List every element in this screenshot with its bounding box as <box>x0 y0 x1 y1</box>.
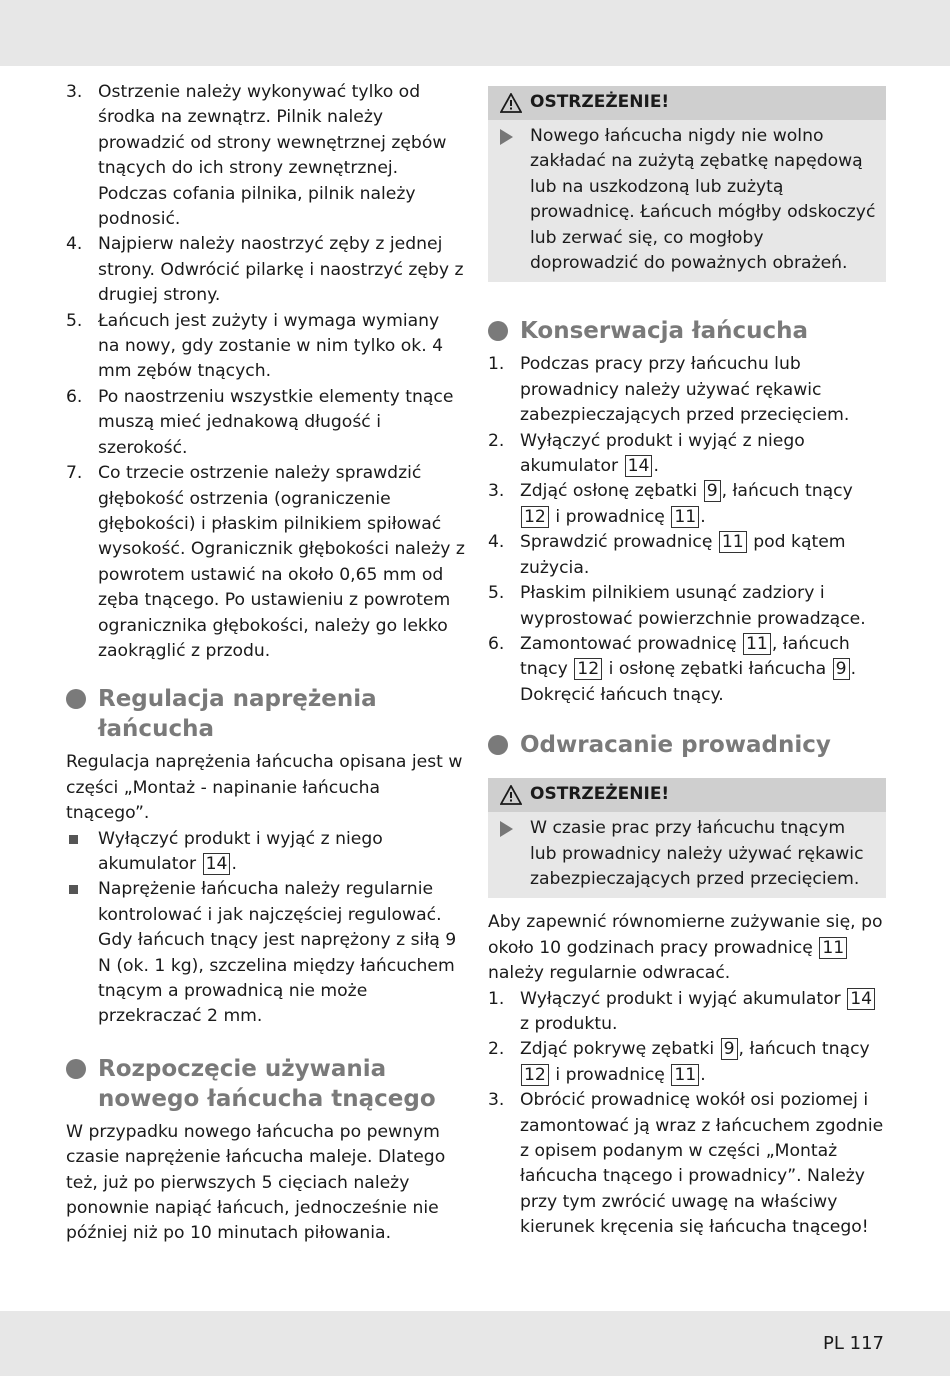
maintenance-steps <box>488 352 886 708</box>
step-text: Co trzecie ostrzenie należy sprawdzić głębokość ostrzenia (ograniczenie głębokości) i płaskim pilnikiem spiłować wysokość. Ogranicznik głębokości należy z powrotem ustawić na około 0,65 mm od zęba tnącego. Po ustawieniu z powrotem ogranicznika głębokości, należy go lekko zaokrąglić z przodu. <box>98 463 465 661</box>
list-item <box>66 461 466 664</box>
list-item <box>488 581 886 632</box>
part-ref: 14 <box>625 455 653 477</box>
step-text: Zdjąć osłonę zębatki <box>520 481 698 502</box>
warning-box-2 <box>488 778 886 898</box>
intro-text: Aby zapewnić równomierne zużywanie się, po około 10 godzinach pracy prowadnicę <box>488 912 883 958</box>
part-ref: 12 <box>521 506 549 528</box>
step-text: pod kątem zużycia. <box>520 532 846 578</box>
bullet-text: Wyłączyć produkt i wyjąć z niego akumulator <box>98 828 383 874</box>
section-heading-new-chain <box>66 1054 466 1114</box>
new-chain-text: W przypadku nowego łańcucha po pewnym czasie naprężenie łańcucha maleje. Dlatego też, już po pierwszych 5 cięciach należy ponownie napiąć łańcuch, jednocześnie nie później niż po 10 minutach piłowania. <box>66 1121 446 1244</box>
warning-body <box>488 120 886 282</box>
list-item <box>488 530 886 581</box>
list-item <box>66 80 466 232</box>
square-bullet-icon <box>69 885 78 894</box>
punct: . <box>700 1064 706 1085</box>
step-number: 3. <box>488 481 505 502</box>
step-text: Wyłączyć produkt i wyjąć z niego akumulator <box>520 430 805 477</box>
step-text: , łańcuch tnący <box>738 1039 870 1060</box>
step-text: Łańcuch jest zużyty i wymaga wymiany na nowy, gdy zostanie w nim tylko ok. 4 mm zębów tnących. <box>98 310 444 382</box>
step-number: 5. <box>488 583 505 604</box>
warning-header <box>488 778 886 812</box>
step-text: , łańcuch tnący <box>721 481 853 502</box>
arrow-right-icon <box>500 821 513 837</box>
list-item <box>488 1037 886 1088</box>
step-text: Zdjąć pokrywę zębatki <box>520 1039 715 1060</box>
left-column <box>66 80 466 1247</box>
step-number: 1. <box>488 354 505 375</box>
warning-box-1 <box>488 86 886 282</box>
step-text: Płaskim pilnikiem usunąć zadziory i wyprostować powierzchnie prowadzące. <box>520 583 866 629</box>
step-number: 5. <box>66 310 83 331</box>
step-text: Zamontować prowadnicę <box>520 633 737 654</box>
warning-title: OSTRZEŻENIE! <box>530 92 670 113</box>
step-number: 2. <box>488 430 505 451</box>
step-number: 3. <box>66 82 83 102</box>
heading-text: Odwracanie prowadnicy <box>520 732 831 759</box>
footer-band <box>0 1311 950 1376</box>
part-ref: 9 <box>833 658 850 680</box>
right-column <box>488 86 886 1241</box>
section-heading-reverse <box>488 730 886 760</box>
punct: . <box>231 853 237 874</box>
step-number: 6. <box>488 633 505 654</box>
warning-text: W czasie prac przy łańcuchu tnącym lub prowadnicy należy używać rękawic zabezpieczających przed przecięciem. <box>530 818 864 889</box>
punct: . <box>700 506 706 527</box>
warning-body <box>488 812 886 898</box>
warning-triangle-icon <box>500 93 522 113</box>
reverse-intro <box>488 910 886 986</box>
step-number: 4. <box>66 234 83 255</box>
part-ref: 12 <box>521 1064 549 1086</box>
square-bullet-icon <box>69 835 78 844</box>
list-item <box>488 632 886 708</box>
list-item <box>488 1088 886 1240</box>
step-number: 2. <box>488 1039 505 1060</box>
step-number: 6. <box>66 386 83 407</box>
tension-intro: Regulacja naprężenia łańcucha opisana jest w części „Montaż - napinanie łańcucha tnącego”. <box>66 752 463 824</box>
list-item <box>66 232 466 308</box>
warning-triangle-icon <box>500 785 522 805</box>
warning-header <box>488 86 886 120</box>
list-item <box>66 827 466 878</box>
part-ref: 11 <box>671 506 699 528</box>
step-text: i prowadnicę <box>549 506 665 527</box>
bullet-dot-icon <box>66 689 86 709</box>
part-ref: 11 <box>819 937 847 959</box>
punct: . <box>653 456 659 477</box>
part-ref: 14 <box>847 988 875 1010</box>
heading-text: Konserwacja łańcucha <box>520 318 809 345</box>
page-number: PL 117 <box>823 1333 884 1354</box>
warning-title: OSTRZEŻENIE! <box>530 784 670 805</box>
step-text: . Dokręcić łańcuch tnący. <box>520 659 857 705</box>
heading-text: Regulacja naprężenia łańcucha <box>98 686 377 743</box>
list-item <box>488 479 886 530</box>
header-band <box>0 0 950 66</box>
step-text: i prowadnicę <box>549 1064 665 1085</box>
step-text: Wyłączyć produkt i wyjąć akumulator <box>520 988 841 1009</box>
bullet-dot-icon <box>488 735 508 755</box>
part-ref: 9 <box>704 480 721 502</box>
step-text: , łańcuch tnący <box>520 633 850 680</box>
sharpening-steps <box>66 80 466 664</box>
step-number: 4. <box>488 532 505 553</box>
part-ref: 14 <box>203 853 231 875</box>
bullet-dot-icon <box>66 1059 86 1079</box>
list-item <box>488 429 886 480</box>
list-item <box>488 352 886 428</box>
arrow-right-icon <box>500 129 513 145</box>
tension-bullets <box>66 827 466 1030</box>
step-text: Obrócić prowadnicę wokół osi poziomej i zamontować ją wraz z łańcuchem zgodnie z opisem podanym w części „Montaż łańcucha tnącego i prowadnicy”. Należy przy tym zwrócić uwagę na właściwy kierunek kręcenia się łańcucha tnącego! <box>520 1090 884 1238</box>
part-ref: 9 <box>721 1038 738 1060</box>
warning-text: Nowego łańcucha nigdy nie wolno zakładać na zużytą zębatkę napędową lub na uszkodzoną lub zużytą prowadnicę. Łańcuch mógłby odskoczyć lub zerwać się, co mogłoby doprowadzić do poważnych obrażeń. <box>530 126 876 274</box>
list-item <box>66 877 466 1029</box>
reverse-steps <box>488 987 886 1241</box>
bullet-text: Naprężenie łańcucha należy regularnie kontrolować i jak najczęściej regulować. Gdy łańcuch tnący jest naprężony z siłą 9 N (ok. 1 kg), szczelina między łańcuchem tnącym a prowadnicą nie może przekraczać 2 mm. <box>98 879 457 1027</box>
part-ref: 11 <box>671 1064 699 1086</box>
heading-text: Rozpoczęcie używania nowego łańcucha tnącego <box>98 1055 436 1112</box>
bullet-dot-icon <box>488 321 508 341</box>
step-text: Podczas pracy przy łańcuchu lub prowadnicy należy używać rękawic zabezpieczających przed przecięciem. <box>520 354 850 426</box>
step-text: Ostrzenie należy wykonywać tylko od środka na zewnątrz. Pilnik należy prowadzić od strony wewnętrznej zębów tnących do ich strony zewnętrznej. Podczas cofania pilnika, pilnik należy podnosić. <box>98 82 447 230</box>
intro-text: należy regularnie odwracać. <box>488 963 731 984</box>
step-text: Najpierw należy naostrzyć zęby z jednej strony. Odwrócić pilarkę i naostrzyć zęby z drugiej strony. <box>98 234 464 306</box>
step-text: z produktu. <box>520 1013 618 1034</box>
step-text: Sprawdzić prowadnicę <box>520 532 713 553</box>
list-item <box>66 385 466 461</box>
step-number: 7. <box>66 463 83 484</box>
part-ref: 11 <box>719 531 747 553</box>
part-ref: 11 <box>743 633 771 655</box>
step-text: Po naostrzeniu wszystkie elementy tnące muszą mieć jednakową długość i szerokość. <box>98 386 454 458</box>
list-item <box>66 309 466 385</box>
section-heading-maintenance <box>488 316 886 346</box>
step-number: 3. <box>488 1090 505 1111</box>
section-heading-tension <box>66 684 466 744</box>
list-item <box>488 987 886 1038</box>
part-ref: 12 <box>574 658 602 680</box>
step-number: 1. <box>488 988 505 1009</box>
step-text: i osłonę zębatki łańcucha <box>603 659 827 680</box>
